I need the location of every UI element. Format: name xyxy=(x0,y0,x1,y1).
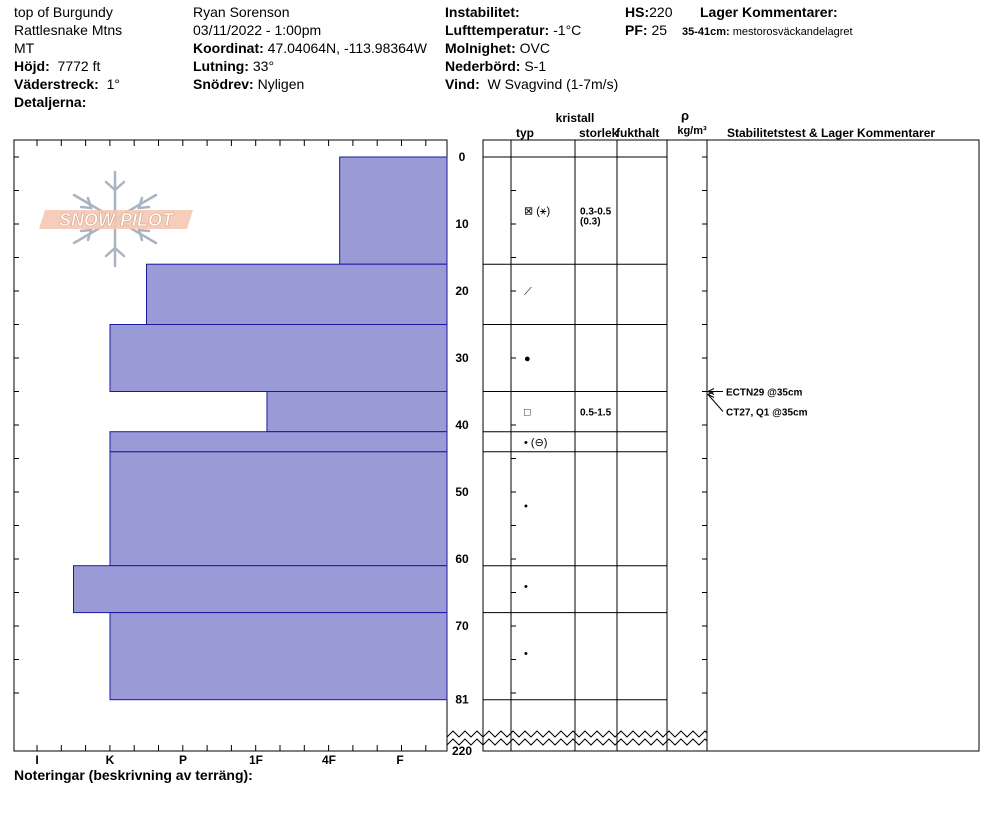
grain-size-secondary-0: (0.3) xyxy=(580,216,601,228)
depth-label-0: 0 xyxy=(458,150,466,164)
stability-arrow-1 xyxy=(708,395,723,412)
location-line-3: MT xyxy=(14,40,35,56)
stability-tests xyxy=(708,388,808,419)
grain-symbol-2: ● xyxy=(524,353,531,365)
hardness-axis-labels xyxy=(35,753,403,767)
grain-symbol-0: ⊠ (⚹) xyxy=(524,205,551,218)
hardness-bar-4 xyxy=(110,432,447,452)
grain-rows xyxy=(524,206,612,660)
hardness-bar-1 xyxy=(147,264,448,324)
stability-label-0: ECTN29 @35cm xyxy=(726,387,803,399)
hs-value: 220 xyxy=(649,4,673,20)
hardness-bar-2 xyxy=(110,325,447,392)
col-stability-header: Stabilitetstest & Lager Kommentarer xyxy=(727,126,936,140)
location-line-1: top of Burgundy xyxy=(14,4,113,20)
grain-symbol-3: □ xyxy=(524,406,531,419)
depth-label-60: 60 xyxy=(455,552,469,566)
crystal-table-frame xyxy=(483,140,979,751)
grain-size-0: 0.3-0.5 xyxy=(580,206,612,218)
wind-value: W Svagvind (1-7m/s) xyxy=(487,76,619,92)
coordinate-label: Koordinat: xyxy=(193,40,264,56)
hardness-label-1F: 1F xyxy=(248,753,264,767)
cloud-value: OVC xyxy=(519,40,550,56)
depth-label-220: 220 xyxy=(451,744,473,758)
observation-datetime: 03/11/2022 - 1:00pm xyxy=(193,22,322,38)
col-density-unit: kg/m³ xyxy=(677,125,707,137)
grain-symbol-1: ⟋ xyxy=(524,286,532,298)
layer-comment-range: 35-41cm: xyxy=(682,26,730,38)
grain-symbol-7: • xyxy=(524,647,528,660)
logo-text: SNOW PILOT xyxy=(59,210,173,230)
aspect-label: Väderstreck: xyxy=(14,76,99,92)
location-line-2: Rattlesnake Mtns xyxy=(14,22,123,38)
cloud-label: Molnighet: xyxy=(445,40,516,56)
hardness-bar-3 xyxy=(267,392,447,432)
hardness-bar-7 xyxy=(110,613,447,700)
col-density-symbol: ρ xyxy=(680,108,690,123)
coordinate-value: 47.04064N, -113.98364W xyxy=(267,40,427,56)
depth-label-81: 81 xyxy=(455,692,469,707)
col-moisture-header: fukthalt xyxy=(616,126,660,140)
grain-size-3: 0.5-1.5 xyxy=(580,407,612,419)
depth-label-10: 10 xyxy=(455,217,469,231)
grain-symbol-5: • xyxy=(524,500,528,513)
terrain-notes-label: Noteringar (beskrivning av terräng): xyxy=(14,767,253,783)
hardness-bars xyxy=(74,157,448,700)
precip-label: Nederbörd: xyxy=(445,58,521,74)
hardness-label-4F: 4F xyxy=(321,753,337,767)
grain-symbol-6: • xyxy=(524,580,528,593)
instability-label: Instabilitet: xyxy=(445,4,520,20)
hardness-label-P: P xyxy=(178,753,188,767)
pf-value: 25 xyxy=(651,22,668,38)
air-temp-value: -1°C xyxy=(553,22,582,38)
elevation-value: 7772 ft xyxy=(57,58,101,74)
wind-label: Vind: xyxy=(445,76,480,92)
hardness-bar-5 xyxy=(110,452,447,566)
col-size-header: storlek xyxy=(579,126,619,140)
hardness-bar-6 xyxy=(74,566,448,613)
air-temp-label: Lufttemperatur: xyxy=(445,22,550,38)
depth-break-zigzag xyxy=(447,731,707,745)
details-label: Detaljerna: xyxy=(14,94,87,110)
hardness-label-I: I xyxy=(35,753,39,767)
aspect-value: 1° xyxy=(106,76,120,92)
hs-label: HS: xyxy=(625,4,650,20)
drift-value: Nyligen xyxy=(257,76,305,92)
depth-label-30: 30 xyxy=(455,351,469,365)
depth-label-50: 50 xyxy=(455,485,469,499)
layer-comments-label: Lager Kommentarer: xyxy=(700,4,838,20)
col-type-header: typ xyxy=(516,126,534,140)
hardness-label-K: K xyxy=(105,753,115,767)
observer-name: Ryan Sorenson xyxy=(193,4,290,20)
snowpilot-logo xyxy=(39,172,193,266)
layer-comment-text: mestorosväckandelagret xyxy=(732,26,853,38)
precip-value: S-1 xyxy=(524,58,547,74)
elevation-label: Höjd: xyxy=(14,58,50,74)
drift-label: Snödrev: xyxy=(193,76,254,92)
slope-value: 33° xyxy=(252,58,275,74)
depth-label-20: 20 xyxy=(455,284,469,298)
stability-label-1: CT27, Q1 @35cm xyxy=(726,407,808,419)
depth-axis-labels xyxy=(452,150,472,758)
col-crystal-header: kristall xyxy=(555,111,595,125)
grain-symbol-4: • (⊖) xyxy=(524,436,548,449)
depth-label-70: 70 xyxy=(455,619,469,633)
hardness-bar-0 xyxy=(340,157,447,264)
slope-label: Lutning: xyxy=(193,58,249,74)
hardness-label-F: F xyxy=(396,753,404,767)
depth-label-40: 40 xyxy=(455,418,469,432)
pf-label: PF: xyxy=(625,22,648,38)
